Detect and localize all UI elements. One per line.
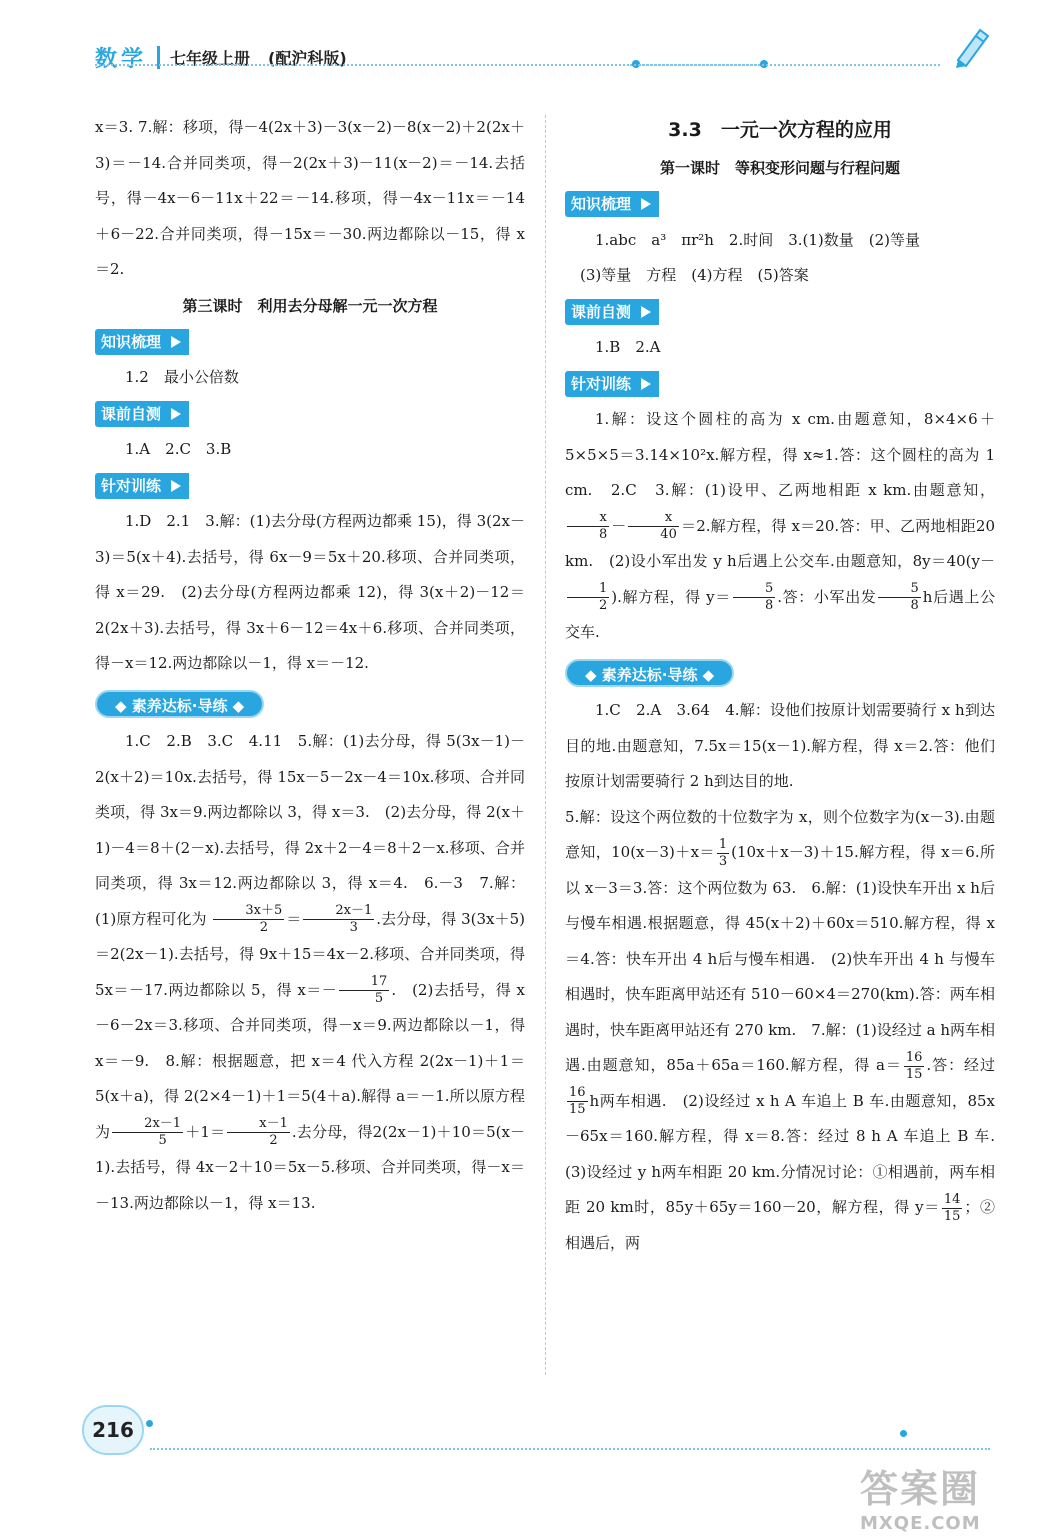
denominator: 8 [910,598,919,613]
watermark-text: 答案圈 [860,1467,981,1511]
pen-icon [950,24,994,68]
numerator: 1 [718,836,728,852]
section-tag-pretest: 课前自测 [565,299,659,325]
text-run: (y－ [965,552,995,570]
column-divider [545,115,546,1375]
subject-label: 数学 [95,46,148,72]
text-run: (10x＋x－3)＋15.解方程，得 x＝6.所以 x－3＝3.答：这个两位数为 63. 6.解：(1)设快车开出 x h后与慢车相遇.根据题意，得 45(x＋2)＋60x＝510.解方程，得 x＝4.答：快车开出 4 h后与慢车相遇. (2)快车开出 4 h 与慢车相遇时，快车距离甲站还有 510－60×4＝270(km).答：两车相遇时，快车距离甲站还有 270 km. 7.解：(1)设经过 a h两车相遇.由题意知，85a＋65a＝160.解方程，得 a＝ [565,843,995,1074]
footer-dot [146,1420,153,1427]
text-run: . (2)去括号，得 x－6－2x＝3.移项、合并同类项，得－x＝9.两边都除以－1，得 x＝－9. 8.解：根据题意，把 x＝4 代入方程 2(2x－1)＋1＝5(x＋a)，得 2(2×4－1)＋1＝5(4＋a).解得 a＝－1.所以原方程为 [95,980,525,1141]
section-tag-knowledge: 知识梳理 [95,329,189,355]
grade-label: 七年级上册 [157,46,260,69]
section-pill-literacy: ◆ 素养达标·导练 ◆ [95,690,264,718]
denominator: 2 [599,598,608,613]
answer-paragraph: 1.A 2.C 3.B [125,440,232,458]
text-run: .去分母，得2(2x－1)＋10＝5(x－1).去括号，得 4x－2＋10＝5x－5.移项、合并同类项，得－x＝－13.两边都除以－1，得 x＝13. [95,1122,525,1212]
fraction [213,903,284,936]
denominator: 2 [259,920,268,935]
numerator: 3x＋5 [213,903,284,920]
text-run: ＝ [286,909,302,928]
lesson-title: 第三课时 利用去分母解一元一次方程 [182,296,438,315]
denominator: 15 [569,1102,586,1117]
fraction [942,1192,963,1225]
lesson-title: 第一课时 等积变形问题与行程问题 [659,159,900,177]
edition-label: (配沪科版) [268,48,347,68]
fraction [567,581,609,614]
header-rule-right [630,64,940,66]
fraction [904,1050,925,1083]
page-header [95,40,347,74]
text-run: ＝2.解方程，得 x＝20.答：甲、乙两地相距20 km. (2)设小军出发 y h后遇上公交车.由题意知，8y＝40 [565,516,995,570]
answer-paragraph: x＝3. 7.解：移项，得－4(2x＋3)－3(x－2)－8(x－2)＋2(2x＋3)＝－14.合并同类项，得－2(2x＋3)－11(x－2)＝－14.去括号，得－4x－6－11x＋22＝－14.移项，得－4x－11x＝－14＋6－22.合并同类项，得－15x＝－30.两边都除以－15，得 x＝2. [95,118,525,278]
numerator: 2x－1 [112,1116,183,1133]
numerator: 17 [339,974,390,991]
text-run: ＋1＝ [185,1122,226,1141]
denominator: 15 [905,1066,923,1082]
text-run: .去分母，得 3(3x＋5)＝2(2x－1).去括号，得 9x＋15＝4x－2.移项、合并同类项，得 5x＝－17.两边都除以 5，得 x＝－ [95,909,525,999]
section-title: 3.3 一元一次方程的应用 [668,119,892,141]
fraction [227,1116,290,1149]
denominator: 5 [374,991,384,1006]
text-run: 1.解：设这个圆柱的高为 x cm.由题意知，8×4×6＋5×5×5＝3.14×10²x.解方程，得 x≈1.答：这个圆柱的高为 1 cm. 2.C 3.解：(1)设甲、乙两地相距 x km.由题意知， [565,410,995,499]
fraction [303,903,374,936]
footer-rule [150,1448,990,1450]
fraction [567,510,609,543]
text-run: h后遇上公交车. [565,587,995,641]
text-run: 1.C 2.B 3.C 4.11 5.解：(1)去分母，得 5(3x－1)－2(x＋2)＝10x.去括号，得 15x－5－2x－4＝10x.移项、合并同类项，得 3x＝9.两边都除以 3，得 x＝3. (2)去分母，得 2(x＋1)－4＝8＋(2－x).去括号，得 2x＋2－4＝8＋2－x.移项、合并同类项，得 3x＝12.两边都除以 3，得 x＝4. 6.－3 7.解：(1)原方程可化为 [95,732,525,928]
numerator: 14 [943,1191,961,1207]
numerator: 16 [905,1049,923,1065]
denominator: 40 [660,527,677,542]
watermark-url: MXQE.COM [860,1513,981,1534]
text-run: ) [611,587,618,606]
text-run: ；②相遇后，两 [565,1198,995,1252]
answer-paragraph: 1.2 最小公倍数 [125,368,239,386]
section-tag-pretest: 课前自测 [95,401,189,427]
answer-paragraph: 1.B 2.A [595,338,661,356]
page-number: 216 [82,1405,144,1455]
section-tag-practice: 针对训练 [95,473,189,499]
numerator: x [628,510,679,527]
fraction [567,1085,588,1118]
answer-paragraph: 1.C 2.A 3.64 4.解：设他们按原计划需要骑行 x h到达目的地.由题意知，7.5x＝15(x－1).解方程，得 x＝2.答：他们按原计划需要骑行 2 h到达目的地. [565,701,995,790]
numerator: 5 [733,581,775,598]
numerator: x－1 [227,1116,290,1133]
watermark-logo [860,1458,1030,1534]
denominator: 8 [764,598,774,613]
answer-paragraph: (3)等量 方程 (4)方程 (5)答案 [580,266,809,284]
fraction [339,974,390,1007]
denominator: 15 [943,1208,961,1224]
numerator: 2x－1 [303,903,374,920]
answer-paragraph [95,724,525,1221]
text-run: .答：小军出发 [777,587,877,606]
fraction [878,581,920,614]
numerator: x [567,510,609,527]
section-tag-practice: 针对训练 [565,371,659,397]
footer-dot [900,1430,907,1437]
numerator: 5 [878,581,920,598]
text-run: .答：经过 [926,1056,995,1074]
denominator: 3 [718,853,728,869]
answer-paragraph [565,402,995,651]
denominator: 3 [349,920,358,935]
text-run: .解方程，得 y＝ [617,587,731,606]
denominator: 8 [599,527,608,542]
numerator: 1 [567,581,609,598]
fraction [628,510,679,543]
fraction [733,581,775,614]
answer-paragraph [565,800,1011,1262]
text-run: 5.解：设这个两位数的十位数字为 x，则个位数字为(x－3).由题意知，10(x－3)＋x＝ [565,807,995,861]
answer-paragraph: 1.D 2.1 3.解：(1)去分母(方程两边都乘 15)，得 3(2x－3)＝5(x＋4).去括号，得 6x－9＝5x＋20.移项、合并同类项，得 x＝29. (2)去分母(方程两边都乘 12)，得 3(x＋2)－12＝2(2x＋3).去括号，得 3x＋6－12＝4x＋6.移项、合并同类项，得－x＝12.两边都除以－1，得 x＝－12. [95,512,525,672]
text-run: － [611,516,627,535]
text-run: h两车相遇. (2)设经过 x h A 车追上 B 车.由题意知，85x－65x＝160.解方程，得 x＝8.答：经过 8 h A 车追上 B 车. (3)设经过 y h两车相距 20 km.分情况讨论：①相遇前，两车相距 20 km时，85y＋65y＝160－20，解方程，得 y＝ [565,1091,1011,1216]
answer-paragraph: 1.abc a³ πr²h 2.时间 3.(1)数量 (2)等量 [595,230,921,249]
fraction [112,1116,183,1149]
numerator: 16 [569,1085,586,1100]
fraction [717,837,729,870]
section-pill-literacy: ◆ 素养达标·导练 ◆ [565,659,734,687]
left-column [95,110,525,1221]
section-tag-knowledge: 知识梳理 [565,191,659,217]
right-column [565,110,1011,1261]
denominator: 5 [158,1133,167,1148]
denominator: 2 [269,1133,278,1148]
